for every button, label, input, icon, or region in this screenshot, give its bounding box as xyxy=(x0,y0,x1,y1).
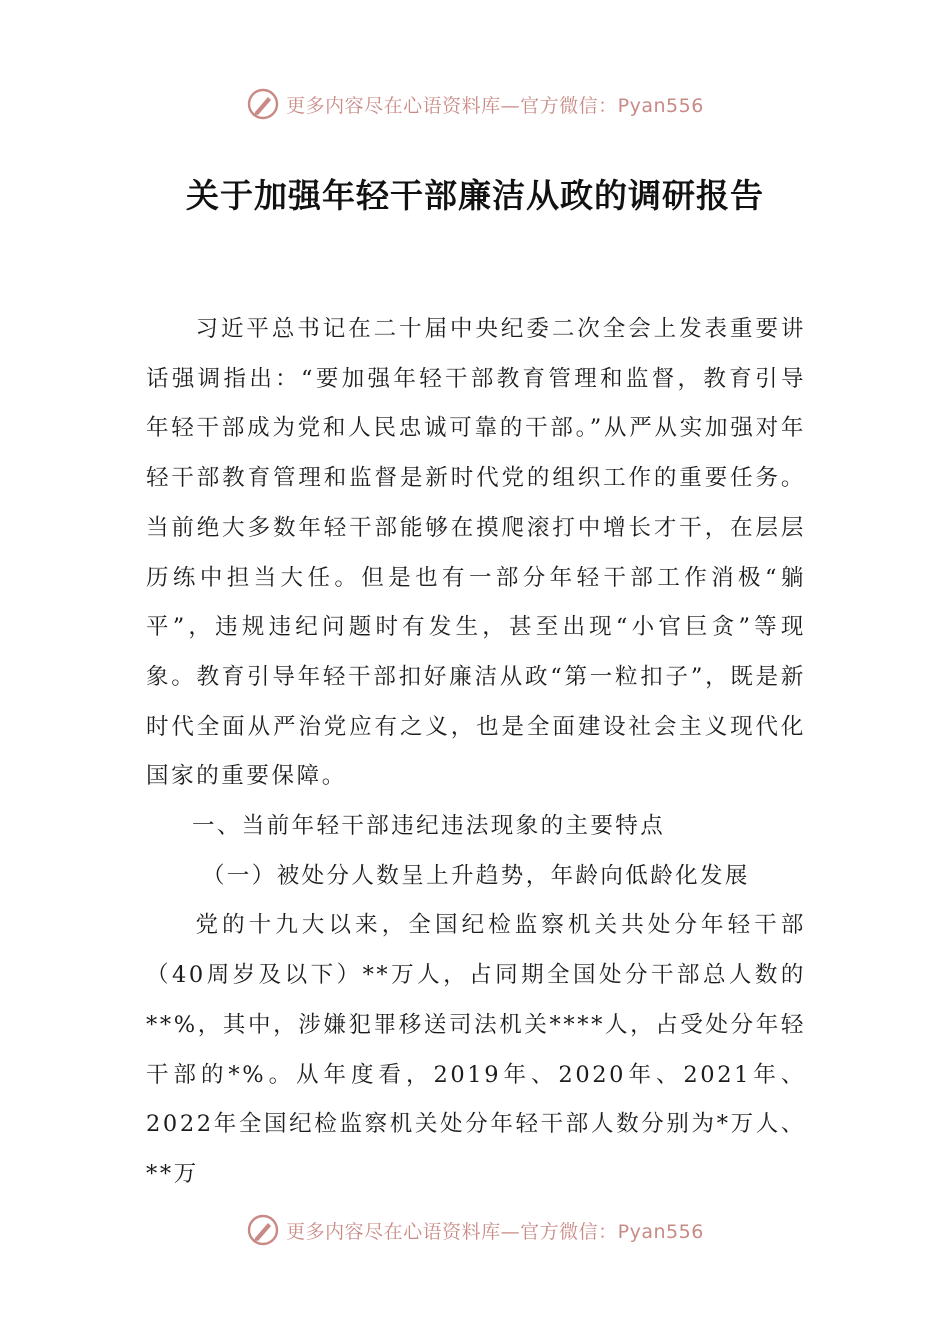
pen-circle-logo-icon xyxy=(246,1213,280,1247)
intro-paragraph: 习近平总书记在二十届中央纪委二次全会上发表重要讲话强调指出：“要加强年轻干部教育管理和监督，教育引导年轻干部成为党和人民忠诚可靠的干部。”从严从实加强对年轻干部教育管理和监督是新时代党的组织工作的重要任务。当前绝大多数年轻干部能够在摸爬滚打中增长才干，在层层历练中担当大任。但是也有一部分年轻干部工作消极“躺平”，违规违纪问题时有发生，甚至出现“小官巨贪”等现象。教育引导年轻干部扣好廉洁从政“第一粒扣子”，既是新时代全面从严治党应有之义，也是全面建设社会主义现代化国家的重要保障。 xyxy=(146,316,806,790)
section-heading: 一、当前年轻干部违纪违法现象的主要特点 xyxy=(192,813,666,840)
document-title: 关于加强年轻干部廉洁从政的调研报告 xyxy=(186,176,764,215)
watermark-text: 更多内容尽在心语资料库—官方微信：Pyan556 xyxy=(286,1220,704,1243)
wechat-id: Pyan556 xyxy=(617,1220,704,1243)
watermark-text: 更多内容尽在心语资料库—官方微信：Pyan556 xyxy=(286,94,704,117)
header-watermark xyxy=(0,82,950,126)
statistics-paragraph: 党的十九大以来，全国纪检监察机关共处分年轻干部（40周岁及以下）**万人，占同期全国处分干部总人数的**%，其中，涉嫌犯罪移送司法机关****人，占受处分年轻干部的*%。从年度看，2019年、2020年、2021年、2022年全国纪检监察机关处分年轻干部人数分别为*万人、**万 xyxy=(146,912,806,1187)
subsection-heading: （一）被处分人数呈上升趋势，年龄向低龄化发展 xyxy=(202,862,750,889)
footer-watermark xyxy=(0,1208,950,1252)
document-body xyxy=(146,305,806,1200)
wechat-id: Pyan556 xyxy=(617,94,704,117)
pen-circle-logo-icon xyxy=(246,87,280,121)
